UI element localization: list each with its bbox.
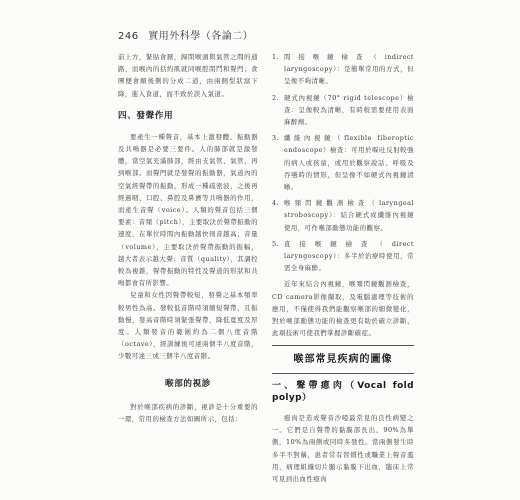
list-item-number: 4. [272, 199, 280, 208]
left-column [118, 51, 258, 425]
section-heading-laryngeal-exam: 喉部的視診 [165, 378, 211, 389]
list-item-number: 1. [272, 53, 280, 61]
list-item-number: 5. [272, 239, 280, 248]
chapter-heading: 喉部常見疾病的圖像 [293, 354, 393, 366]
list-item-text: 硬式內視鏡（70° rigid telescope）檢查：呈像較為清晰，有時較需要使用表面麻醉劑。 [284, 93, 414, 127]
list-item-number: 2. [272, 93, 280, 102]
list-item-number: 3. [272, 134, 280, 143]
phonation-paragraph-1: 要產生一種聲音，基本上激發體、振動器及共鳴器是必要三要件。人的肺部就是激發體，當空氣充滿肺部，經由支氣管、氣管，再到喉部。而聲門就是發聲的振動器，氣道內的空氣經聲帶的振動，形成一種疏密波，之後再經過咽、口腔、鼻腔及鼻竇等共鳴器的作用，而產生音聲（voice）。人類的聲音包括三個要素：音頻（pitch），主要取決於聲帶振動的速度，在單位時間內振動越快則音越高；音量（volume），主要取決於聲帶振動的振幅，越大者表示越大聲；音質（quality），其調控較為複雜，聲帶振動的特性及聲道的形狀和共鳴都會有所影響。 [118, 132, 258, 288]
list-item [272, 92, 414, 129]
section-heading-phonation: 四、發聲作用 [118, 110, 174, 121]
recent-techniques-paragraph: 近年來結合內視鏡，喉頻閃鏡觀測檢查，CD camera影像擷取，及電腦處理等技術的應用，不僅使得我們能觀察喉部的細微變化，對於喉部動態功能的檢查更有助於確立診斷，此項技術可使我們掌握診斷確症。 [272, 280, 414, 338]
book-title: 實用外科學（各論二） [148, 31, 254, 42]
page-number: 246 [118, 31, 139, 42]
polyp-paragraph: 瘜肉是造成聲音沙啞最常見的良性病變之一。它們是自聲帶的黏膜部長出，90%為單側，10%為兩側或同時多發性。當兩側發生時多半不對稱，患者常有習慣性或職業上聲音濫用，病理組織切片顯示黏膜下出血，臨床上常可見到出血性瘜肉 [272, 414, 414, 484]
divider [272, 373, 414, 374]
list-item [272, 132, 414, 193]
divider [272, 345, 414, 346]
list-item-text: 間接喉鏡檢查（indirect laryngoscopy）：是簡單常用的方式，但呈像不夠清晰。 [284, 53, 414, 86]
running-header [118, 27, 408, 42]
list-item [272, 238, 414, 275]
list-item-text: 喉頻閃鏡觀測檢查（laryngeal stroboscopy）：結合硬式或纖維內視鏡使用，可作喉部動態功能的觀察。 [284, 199, 414, 232]
list-item [272, 197, 414, 234]
intro-paragraph: 前上方，緊貼會厭，歸閉喉頭與氣管之間的通路，而喉內的括約肌就同喉腔閉鬥和聲門；食團便會順後側的分成二道，由兩側梨狀窩下降，進入食道，而不致於誤入氣道。 [118, 53, 258, 98]
list-item-text: 纖維內視鏡（flexible fiberoptic endoscope）檢查：可用於嘔吐反射較強的病人或孩童，或用於觀察說話、呼吸及吞嚥時的情形，但呈像不如硬式內視鏡清晰。 [284, 134, 414, 192]
right-column [272, 51, 414, 485]
list-item-text: 直接喉鏡檢查（direct laryngoscopy）：多半於治療時使用，常需全身麻醉。 [284, 239, 414, 273]
exam-paragraph: 對於喉部疾病的診斷，視診是十分重要的一環，常用的檢查方法如圖所示，包括： [118, 402, 258, 423]
exam-method-list [272, 51, 414, 274]
subsection-heading-polyp: 一、聲帶瘜肉（Vocal fold polyp） [272, 380, 414, 403]
phonation-paragraph-2: 兒童和女性因聲帶較短，發聲之基本頻率較男性為高。發較低音階時須縮短聲帶，且振動慢，發高音階時須緊張聲帶，降低寬度及厚度。人類發音的範圍約為二個八度音階（octave），經訓練後可達兩個半八度音階，少數可達三或三個半八度音階。 [118, 291, 258, 361]
list-item [272, 51, 414, 88]
